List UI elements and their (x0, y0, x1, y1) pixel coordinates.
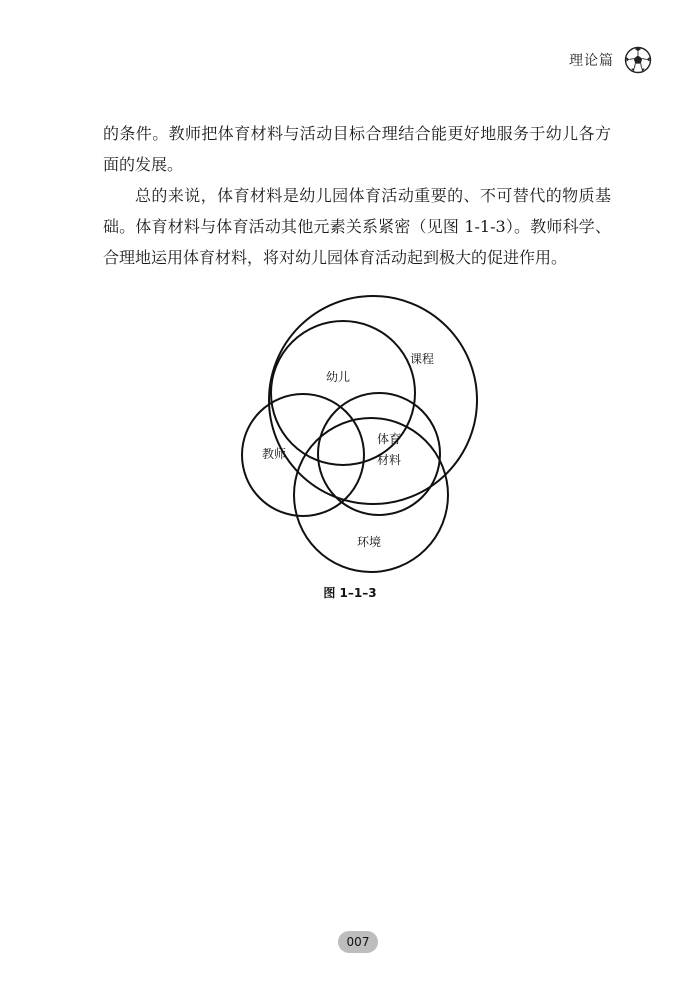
venn-diagram-figure (200, 280, 500, 580)
teacher-circle (242, 394, 364, 516)
page-number: 007 (338, 931, 378, 953)
figure-caption: 图 1–1–3 (323, 586, 377, 600)
paragraph-continuation: 的条件。教师把体育材料与活动目标合理结合能更好地服务于幼儿各方面的发展。 (103, 124, 611, 174)
materials-label-line2: 材料 (376, 453, 402, 467)
environment-label: 环境 (356, 535, 382, 549)
children-label: 幼儿 (325, 370, 351, 384)
running-header (569, 46, 652, 74)
venn-diagram (200, 280, 500, 580)
curriculum-label: 课程 (409, 352, 435, 366)
paragraph-summary: 总的来说，体育材料是幼儿园体育活动重要的、不可替代的物质基础。体育材料与体育活动其他元素关系紧密（见图 1-1-3）。教师科学、合理地运用体育材料，将对幼儿园体育活动起到极大的促进作用。 (103, 186, 611, 267)
teacher-label: 教师 (261, 447, 287, 461)
body-text (103, 118, 611, 273)
materials-label-line1: 体育 (376, 432, 402, 446)
section-title: 理论篇 (569, 53, 614, 69)
soccer-ball-icon (624, 46, 652, 74)
